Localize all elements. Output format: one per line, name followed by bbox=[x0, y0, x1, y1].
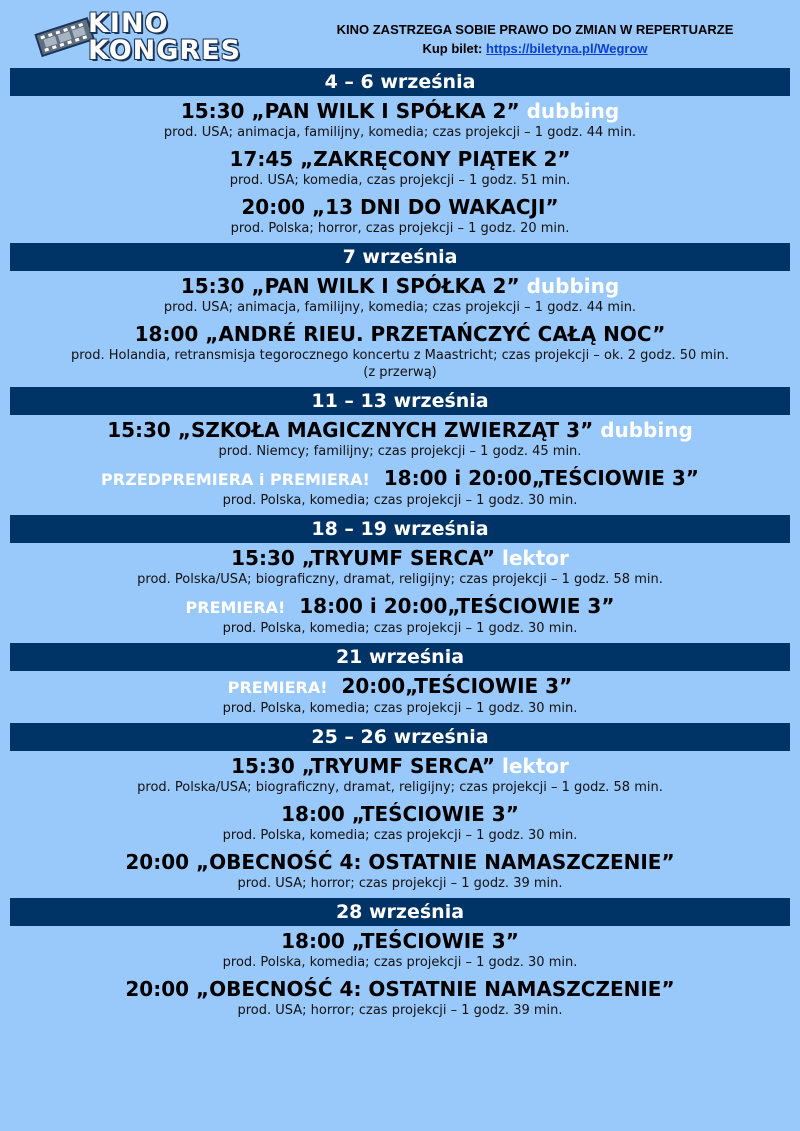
schedule-section bbox=[0, 515, 800, 643]
film-title: 20:00 „13 DNI DO WAKACJI” bbox=[241, 195, 559, 219]
film-title-line bbox=[0, 147, 800, 172]
logo-line-kongres: KONGRES bbox=[88, 35, 242, 66]
ticket-line bbox=[315, 39, 755, 58]
film-description: prod. Polska, komedia; czas projekcji – 1 godz. 30 min. bbox=[222, 493, 578, 508]
premiere-badge: PREMIERA! bbox=[227, 678, 328, 697]
film-title-line bbox=[0, 929, 800, 954]
schedule-section bbox=[0, 68, 800, 243]
schedule-section bbox=[0, 723, 800, 898]
language-version-tag: dubbing bbox=[600, 418, 693, 442]
film-title-line bbox=[0, 418, 800, 443]
film-title: 15:30 „TRYUMF SERCA” bbox=[231, 754, 495, 778]
film-title-line bbox=[0, 802, 800, 827]
film-title: 15:30 „SZKOŁA MAGICZNYCH ZWIERZĄT 3” bbox=[107, 418, 594, 442]
film-entry bbox=[0, 463, 800, 512]
film-title: 17:45 „ZAKRĘCONY PIĄTEK 2” bbox=[229, 147, 571, 171]
film-reel-icon bbox=[34, 16, 96, 60]
section-date-header: 7 września bbox=[10, 243, 790, 271]
language-version-tag: lektor bbox=[501, 754, 569, 778]
film-description: prod. USA; horror; czas projekcji – 1 godz. 39 min. bbox=[237, 876, 563, 891]
kino-kongres-logo bbox=[34, 10, 274, 68]
film-title-line bbox=[0, 274, 800, 299]
film-title: 18:00 i 20:00„TEŚCIOWIE 3” bbox=[383, 466, 699, 490]
section-date-header: 25 – 26 września bbox=[10, 723, 790, 751]
film-description: prod. Polska/USA; biograficzny, dramat, religijny; czas projekcji – 1 godz. 58 min. bbox=[137, 572, 663, 587]
film-entry bbox=[0, 271, 800, 319]
logo-line-kino: KINO bbox=[88, 8, 169, 39]
premiere-badge: PRZEDPREMIERA i PREMIERA! bbox=[101, 470, 370, 489]
film-title-line bbox=[0, 850, 800, 875]
film-description: prod. Polska, komedia; czas projekcji – 1 godz. 30 min. bbox=[222, 621, 578, 636]
ticket-link[interactable]: https://biletyna.pl/Wegrow bbox=[486, 41, 648, 56]
premiere-badge: PREMIERA! bbox=[185, 598, 286, 617]
film-title-line bbox=[0, 322, 800, 347]
film-description: prod. Polska; horror, czas projekcji – 1 godz. 20 min. bbox=[230, 221, 570, 236]
film-title: 15:30 „TRYUMF SERCA” bbox=[231, 546, 495, 570]
film-description: prod. Polska/USA; biograficzny, dramat, religijny; czas projekcji – 1 godz. 58 min. bbox=[137, 780, 663, 795]
film-entry bbox=[0, 847, 800, 895]
film-title-line bbox=[0, 674, 800, 700]
film-entry bbox=[0, 192, 800, 240]
page-header bbox=[0, 0, 800, 68]
film-description: prod. Polska, komedia; czas projekcji – 1 godz. 30 min. bbox=[222, 701, 578, 716]
film-entry bbox=[0, 319, 800, 384]
film-title: 15:30 „PAN WILK I SPÓŁKA 2” bbox=[180, 99, 520, 123]
film-title: 18:00 „ANDRÉ RIEU. PRZETAŃCZYĆ CAŁĄ NOC” bbox=[134, 322, 666, 346]
film-entry bbox=[0, 751, 800, 799]
film-title-line bbox=[0, 754, 800, 779]
film-description-note: (z przerwą) bbox=[363, 365, 437, 380]
repertoire-notice bbox=[315, 20, 755, 58]
section-date-header: 21 września bbox=[10, 643, 790, 671]
language-version-tag: dubbing bbox=[526, 99, 620, 123]
film-description: prod. Polska, komedia; czas projekcji – 1 godz. 30 min. bbox=[222, 955, 578, 970]
schedule-section bbox=[0, 643, 800, 723]
film-title-line bbox=[0, 546, 800, 571]
schedule-section bbox=[0, 898, 800, 1025]
film-entry bbox=[0, 591, 800, 640]
film-entry bbox=[0, 671, 800, 720]
film-title: 18:00 „TEŚCIOWIE 3” bbox=[281, 802, 519, 826]
film-description: prod. USA; animacja, familijny, komedia; czas projekcji – 1 godz. 44 min. bbox=[163, 300, 637, 315]
film-entry bbox=[0, 96, 800, 144]
film-description: prod. Holandia, retransmisja tegorocznego koncertu z Maastricht; czas projekcji – ok. 2 godz. 50 min. bbox=[70, 348, 730, 363]
film-description: prod. Polska, komedia; czas projekcji – 1 godz. 30 min. bbox=[222, 828, 578, 843]
film-entry bbox=[0, 144, 800, 192]
film-title: 15:30 „PAN WILK I SPÓŁKA 2” bbox=[180, 274, 520, 298]
section-date-header: 18 – 19 września bbox=[10, 515, 790, 543]
film-title-line bbox=[0, 195, 800, 220]
film-entry bbox=[0, 799, 800, 847]
schedule-section bbox=[0, 243, 800, 387]
film-entry bbox=[0, 415, 800, 463]
schedule-section bbox=[0, 387, 800, 515]
film-title-line bbox=[0, 977, 800, 1002]
film-entry bbox=[0, 926, 800, 974]
film-description: prod. USA; animacja, familijny, komedia; czas projekcji – 1 godz. 44 min. bbox=[163, 125, 637, 140]
film-title-line bbox=[0, 594, 800, 620]
film-entry bbox=[0, 974, 800, 1022]
film-title: 20:00 „OBECNOŚĆ 4: OSTATNIE NAMASZCZENIE” bbox=[125, 850, 675, 874]
notice-text: KINO ZASTRZEGA SOBIE PRAWO DO ZMIAN W REPERTUARZE bbox=[336, 22, 734, 37]
film-title-line bbox=[0, 99, 800, 124]
section-date-header: 11 – 13 września bbox=[10, 387, 790, 415]
film-description: prod. USA; komedia, czas projekcji – 1 godz. 51 min. bbox=[229, 173, 571, 188]
film-description: prod. Niemcy; familijny; czas projekcji – 1 godz. 45 min. bbox=[218, 444, 582, 459]
film-title: 18:00 i 20:00„TEŚCIOWIE 3” bbox=[299, 594, 615, 618]
section-date-header: 4 – 6 września bbox=[10, 68, 790, 96]
section-date-header: 28 września bbox=[10, 898, 790, 926]
film-title: 20:00 „OBECNOŚĆ 4: OSTATNIE NAMASZCZENIE” bbox=[125, 977, 675, 1001]
film-title-line bbox=[0, 466, 800, 492]
film-title: 18:00 „TEŚCIOWIE 3” bbox=[281, 929, 519, 953]
ticket-label: Kup bilet: bbox=[422, 41, 483, 56]
film-title: 20:00„TEŚCIOWIE 3” bbox=[341, 674, 573, 698]
language-version-tag: dubbing bbox=[526, 274, 620, 298]
schedule bbox=[0, 68, 800, 1025]
film-entry bbox=[0, 543, 800, 591]
film-description: prod. USA; horror; czas projekcji – 1 godz. 39 min. bbox=[237, 1003, 563, 1018]
language-version-tag: lektor bbox=[501, 546, 569, 570]
